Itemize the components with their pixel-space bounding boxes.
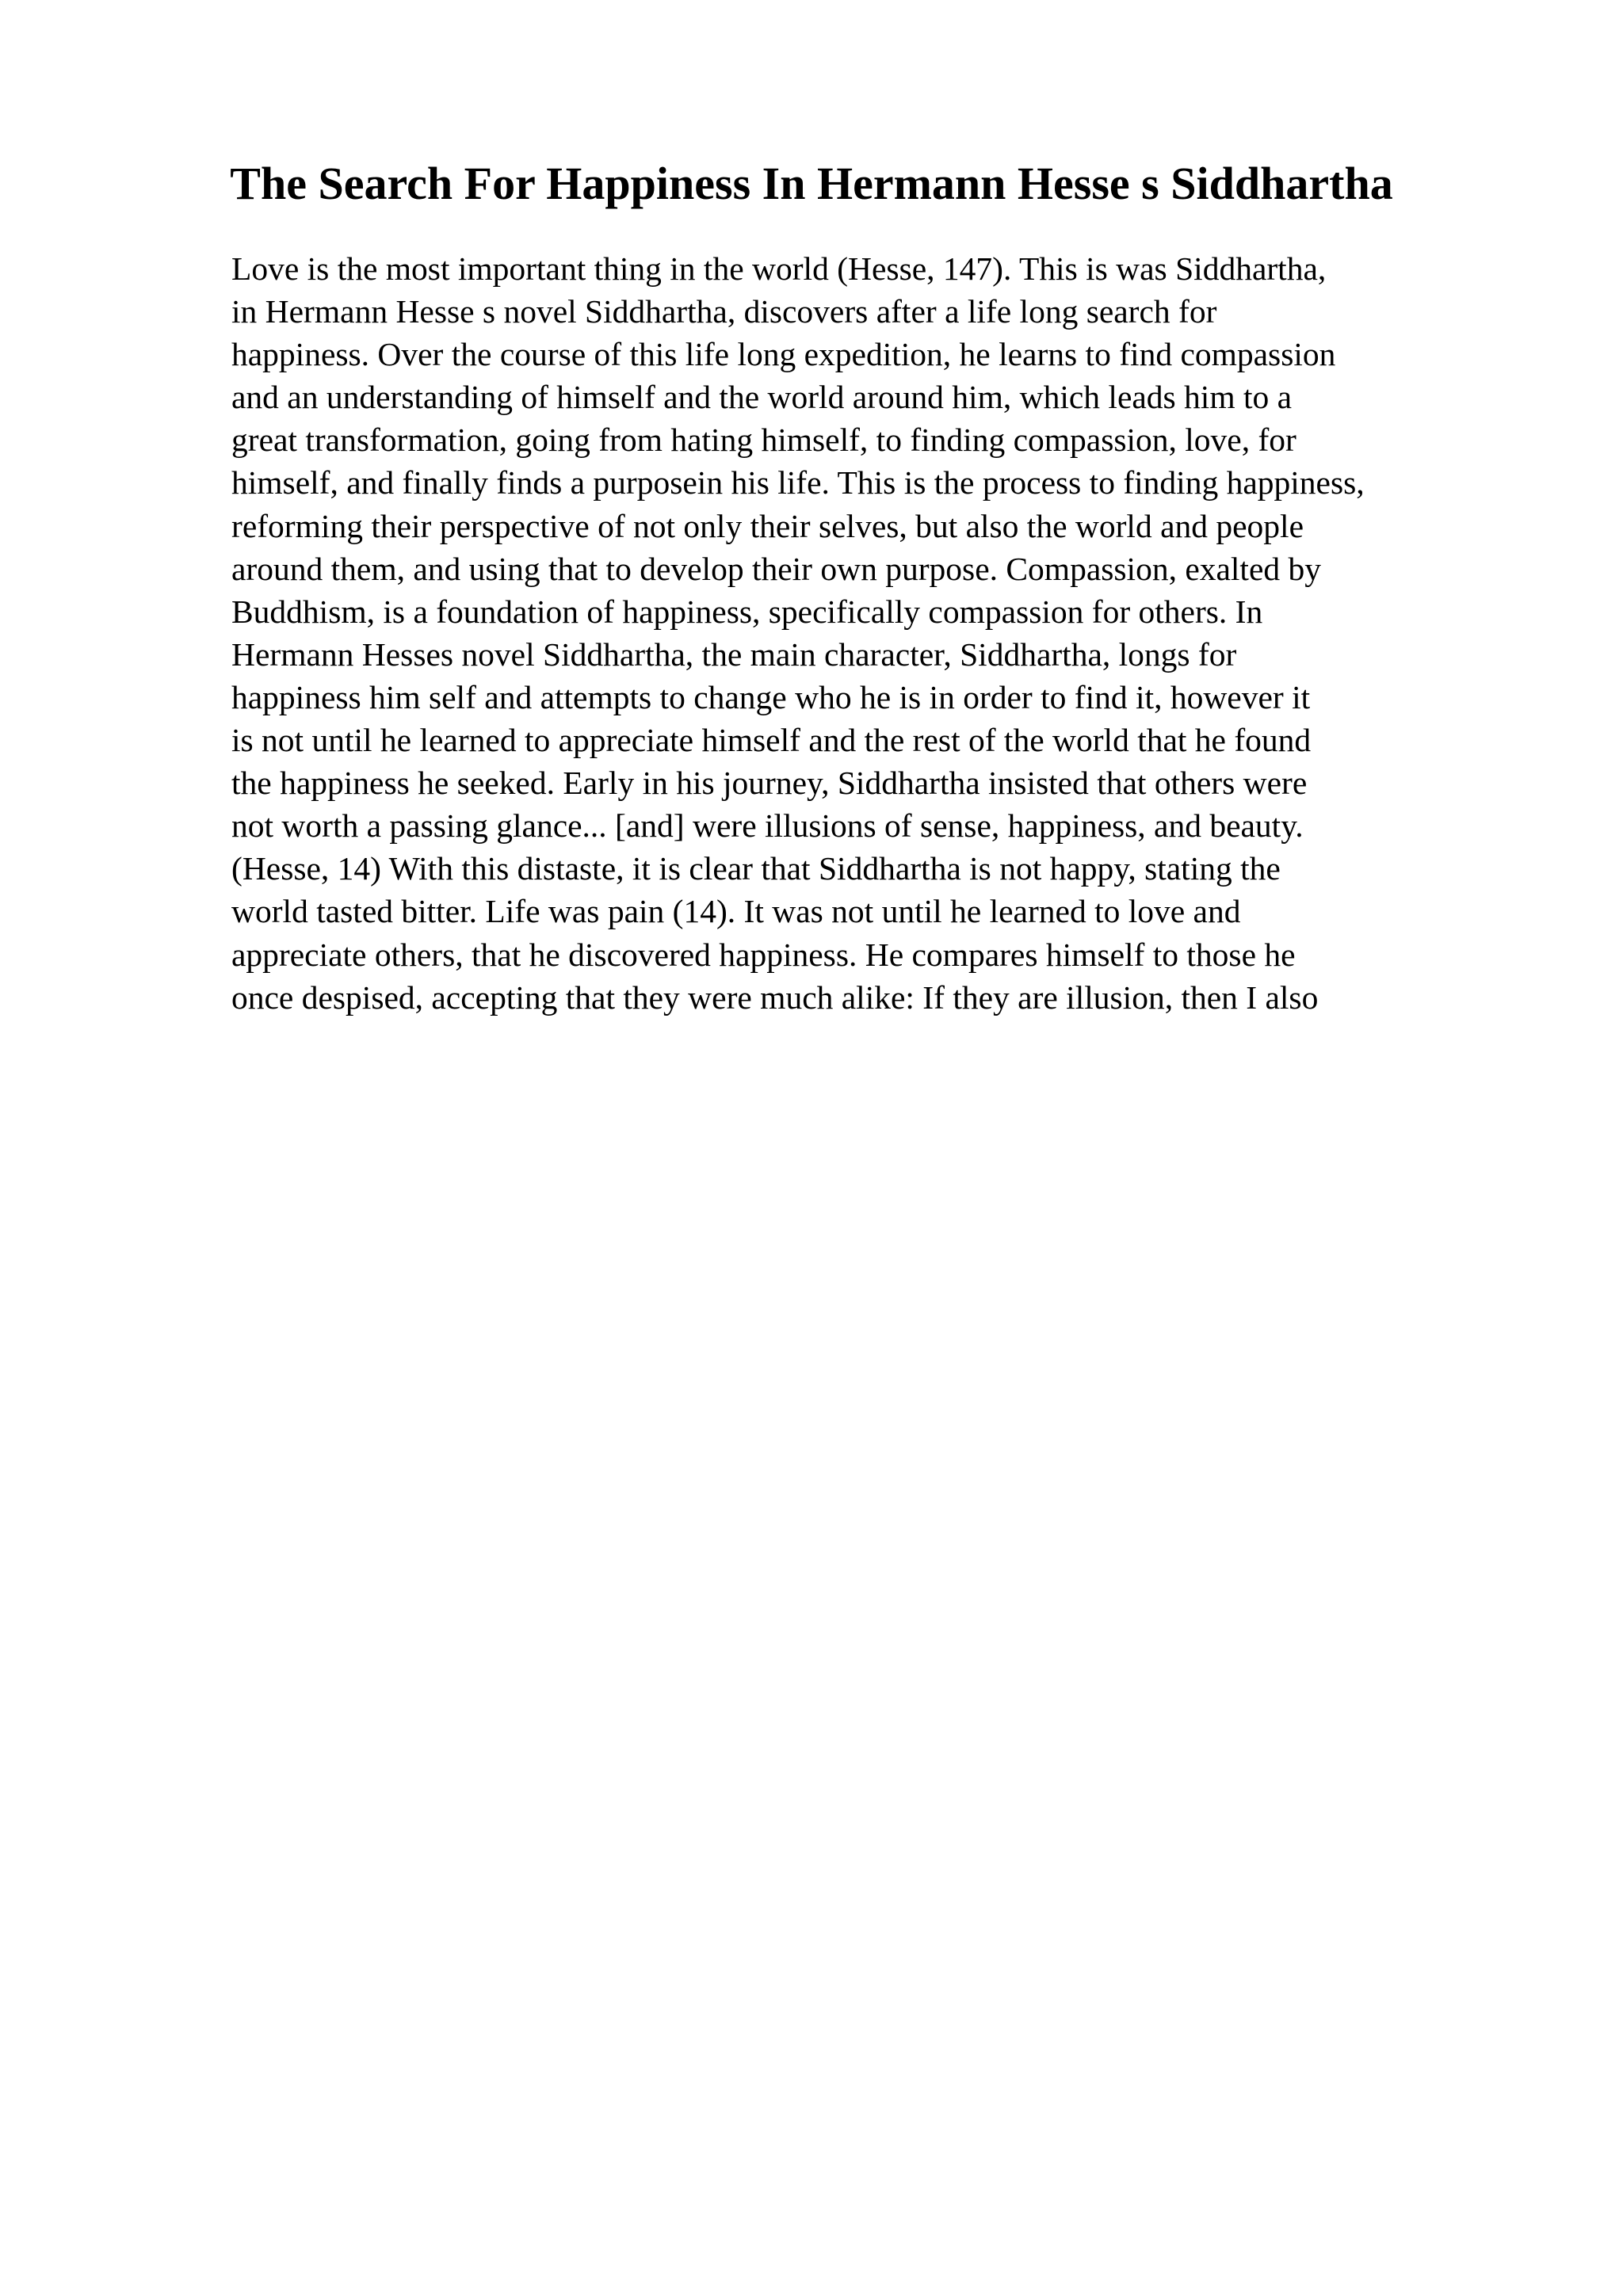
text-line: not worth a passing glance... [and] were illusions of sense, happiness, and beauty.: [231, 807, 1304, 845]
text-line: great transformation, going from hating himself, to finding compassion, love, for: [231, 421, 1296, 459]
text-line: himself, and finally finds a purposein his life. This is the process to finding happiness,: [231, 464, 1365, 502]
text-line: appreciate others, that he discovered happiness. He compares himself to those he: [231, 936, 1296, 973]
text-line: the happiness he seeked. Early in his journey, Siddhartha insisted that others were: [231, 765, 1308, 802]
text-line: happiness. Over the course of this life long expedition, he learns to find compassion: [231, 336, 1336, 373]
text-line: and an understanding of himself and the world around him, which leads him to a: [231, 379, 1293, 416]
text-line: in Hermann Hesse s novel Siddhartha, discovers after a life long search for: [231, 293, 1217, 330]
body-paragraph: [231, 247, 1594, 1019]
text-line: (Hesse, 14) With this distaste, it is clear that Siddhartha is not happy, stating the: [231, 850, 1281, 887]
text-line: happiness him self and attempts to change who he is in order to find it, however it: [231, 678, 1311, 715]
text-line: is not until he learned to appreciate himself and the rest of the world that he found: [231, 722, 1312, 759]
text-line: Hermann Hesses novel Siddhartha, the main character, Siddhartha, longs for: [231, 635, 1237, 673]
text-line: once despised, accepting that they were much alike: If they are illusion, then I also: [231, 978, 1319, 1016]
text-line: around them, and using that to develop their own purpose. Compassion, exalted by: [231, 550, 1322, 587]
document-title: The Search For Happiness In Hermann Hesse s Siddhartha: [230, 158, 1393, 209]
text-line: Buddhism, is a foundation of happiness, specifically compassion for others. In: [231, 593, 1263, 630]
text-line: world tasted bitter. Life was pain (14). It was not until he learned to love and: [231, 893, 1241, 930]
text-line: Love is the most important thing in the world (Hesse, 147). This is was Siddhartha,: [231, 250, 1327, 287]
text-line: reforming their perspective of not only their selves, but also the world and people: [231, 507, 1304, 544]
